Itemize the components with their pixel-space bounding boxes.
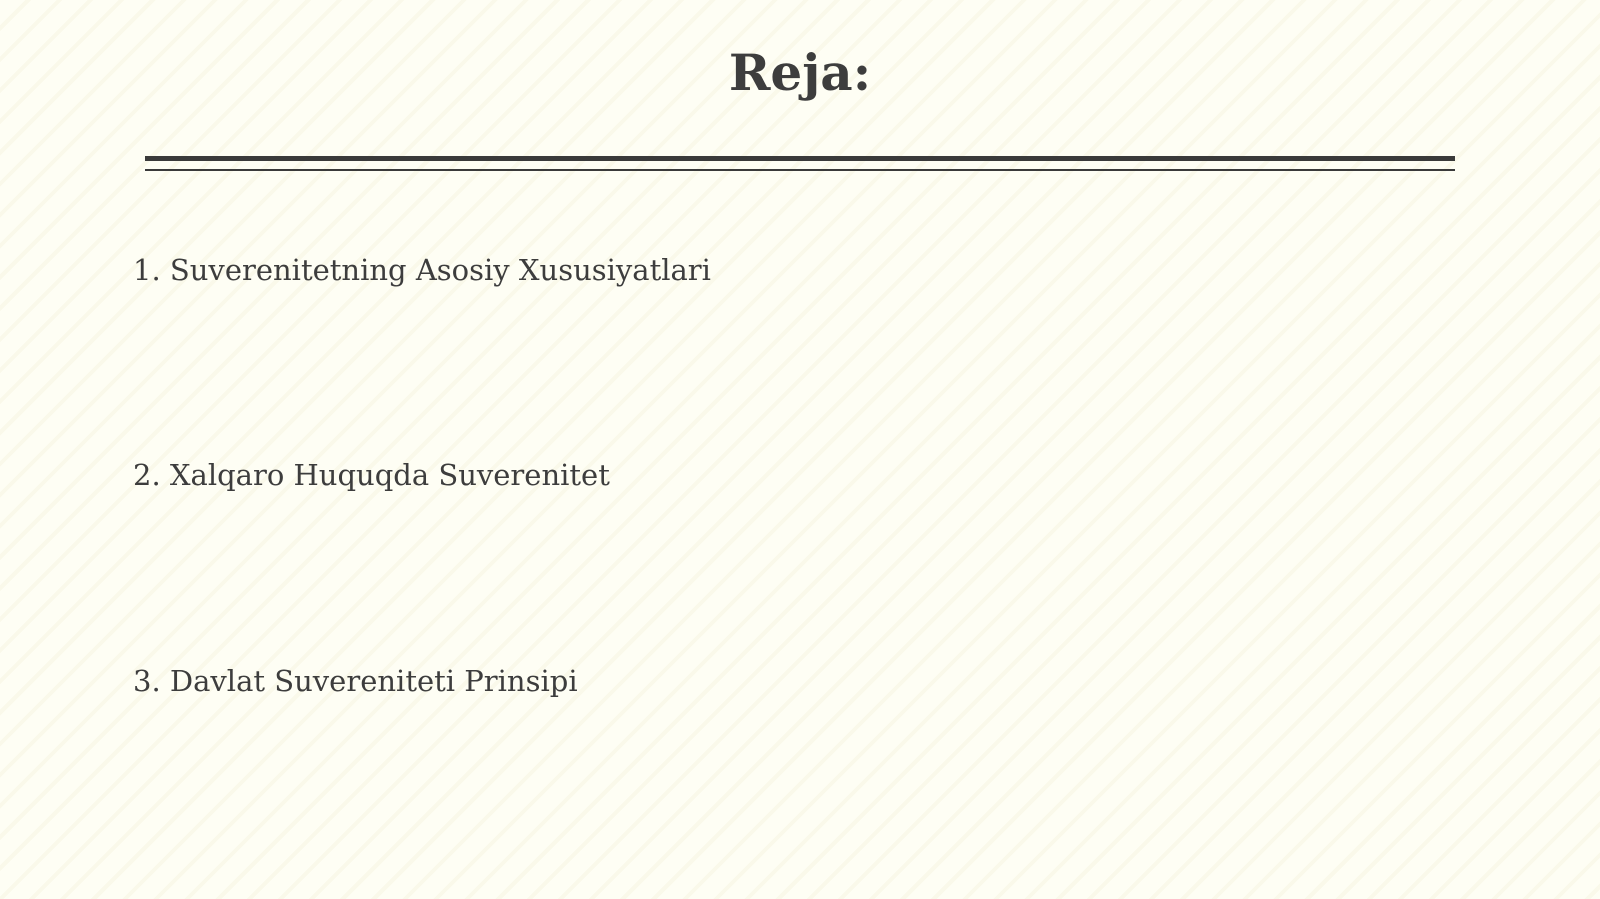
plan-item-1: 1. Suverenitetning Asosiy Xususiyatlari xyxy=(133,253,711,287)
slide-title: Reja: xyxy=(728,43,872,102)
plan-item-2: 2. Xalqaro Huquqda Suverenitet xyxy=(133,458,610,492)
plan-item-3: 3. Davlat Suvereniteti Prinsipi xyxy=(133,664,578,698)
title-divider-thin xyxy=(145,169,1455,171)
title-divider-thick xyxy=(145,156,1455,161)
